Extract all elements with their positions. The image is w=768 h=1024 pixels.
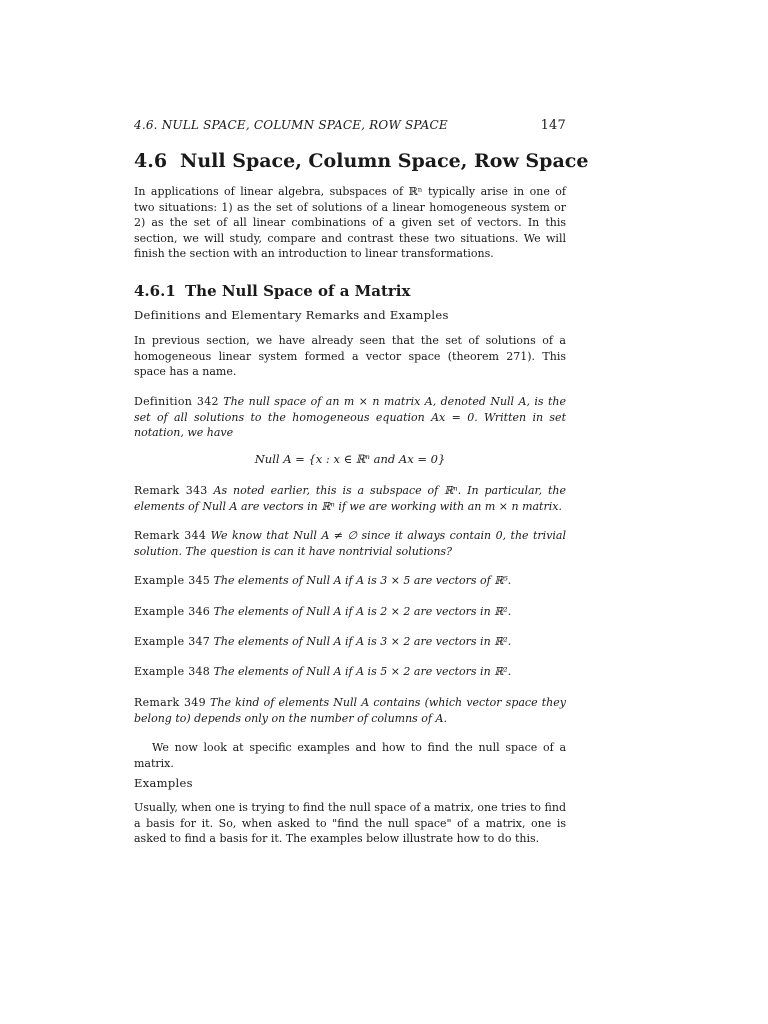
- example-label: Example 345: [134, 574, 211, 587]
- subsection-intro: In previous section, we have already seen that the set of solutions of a homogeneous linear system formed a vector space (theorem 271). This space has a name.: [134, 334, 566, 378]
- remark-349: [134, 695, 566, 726]
- transition-paragraph: We now look at specific examples and how to find the null space of a matrix.: [134, 741, 566, 770]
- remark-label: Remark 349: [134, 696, 206, 709]
- subsection-number: 4.6.1: [134, 282, 176, 300]
- section-title: Null Space, Column Space, Row Space: [180, 150, 589, 172]
- running-header: [134, 118, 566, 132]
- page: [134, 0, 589, 1024]
- remark-343: [134, 483, 566, 514]
- subsection-title: The Null Space of a Matrix: [185, 282, 411, 300]
- example-text: The elements of Null A if A is 2 × 2 are vectors in ℝ².: [213, 605, 512, 618]
- example-348: [134, 664, 566, 680]
- definition-text: The null space of an m × n matrix A, denoted Null A, is the set of all solutions to the homogeneous equation Ax = 0. Written in set notation, we have: [134, 395, 567, 439]
- example-347: [134, 634, 566, 650]
- example-label: Example 347: [134, 635, 211, 648]
- examples-heading: Examples: [134, 776, 193, 790]
- subsection-heading: [134, 282, 410, 300]
- definition-342: [134, 394, 566, 441]
- section-heading: [134, 150, 588, 172]
- remark-label: Remark 343: [134, 484, 208, 497]
- definition-label: Definition 342: [134, 395, 219, 408]
- remark-text: As noted earlier, this is a subspace of ℝⁿ. In particular, the elements of Null A are vectors in ℝⁿ if we are working with an m × n matrix.: [134, 484, 567, 513]
- example-346: [134, 604, 566, 620]
- remark-label: Remark 344: [134, 529, 207, 542]
- page-number: 147: [540, 118, 566, 133]
- example-text: The elements of Null A if A is 3 × 5 are vectors of ℝ⁵.: [213, 574, 512, 587]
- example-text: The elements of Null A if A is 5 × 2 are vectors in ℝ².: [213, 665, 512, 678]
- section-number: 4.6: [134, 150, 168, 172]
- remark-text: We know that Null A ≠ ∅ since it always contain 0, the trivial solution. The question is can it have nontrivial solutions?: [134, 529, 567, 558]
- remark-344: [134, 528, 566, 559]
- running-title: 4.6. NULL SPACE, COLUMN SPACE, ROW SPACE: [134, 118, 448, 132]
- example-label: Example 346: [134, 605, 211, 618]
- null-space-set-notation: Null A = {x : x ∈ ℝⁿ and Ax = 0}: [254, 452, 446, 466]
- example-text: The elements of Null A if A is 3 × 2 are vectors in ℝ².: [213, 635, 512, 648]
- paragraph-heading: Definitions and Elementary Remarks and Examples: [134, 308, 449, 322]
- example-345: [134, 573, 566, 589]
- section-intro: In applications of linear algebra, subspaces of ℝⁿ typically arise in one of two situations: 1) as the set of solutions of a linear homogeneous system or 2) as the set of all linear combinations of a given set of vectors. In this section, we will study, compare and contrast these two situations. We will finish the section with an introduction to linear transformations.: [134, 185, 566, 260]
- remark-text: The kind of elements Null A contains (which vector space they belong to) depends only on the number of columns of A.: [134, 696, 566, 725]
- example-label: Example 348: [134, 665, 211, 678]
- examples-intro: Usually, when one is trying to find the null space of a matrix, one tries to find a basis for it. So, when asked to "find the null space" of a matrix, one is asked to find a basis for it. The examples below illustrate how to do this.: [134, 801, 566, 845]
